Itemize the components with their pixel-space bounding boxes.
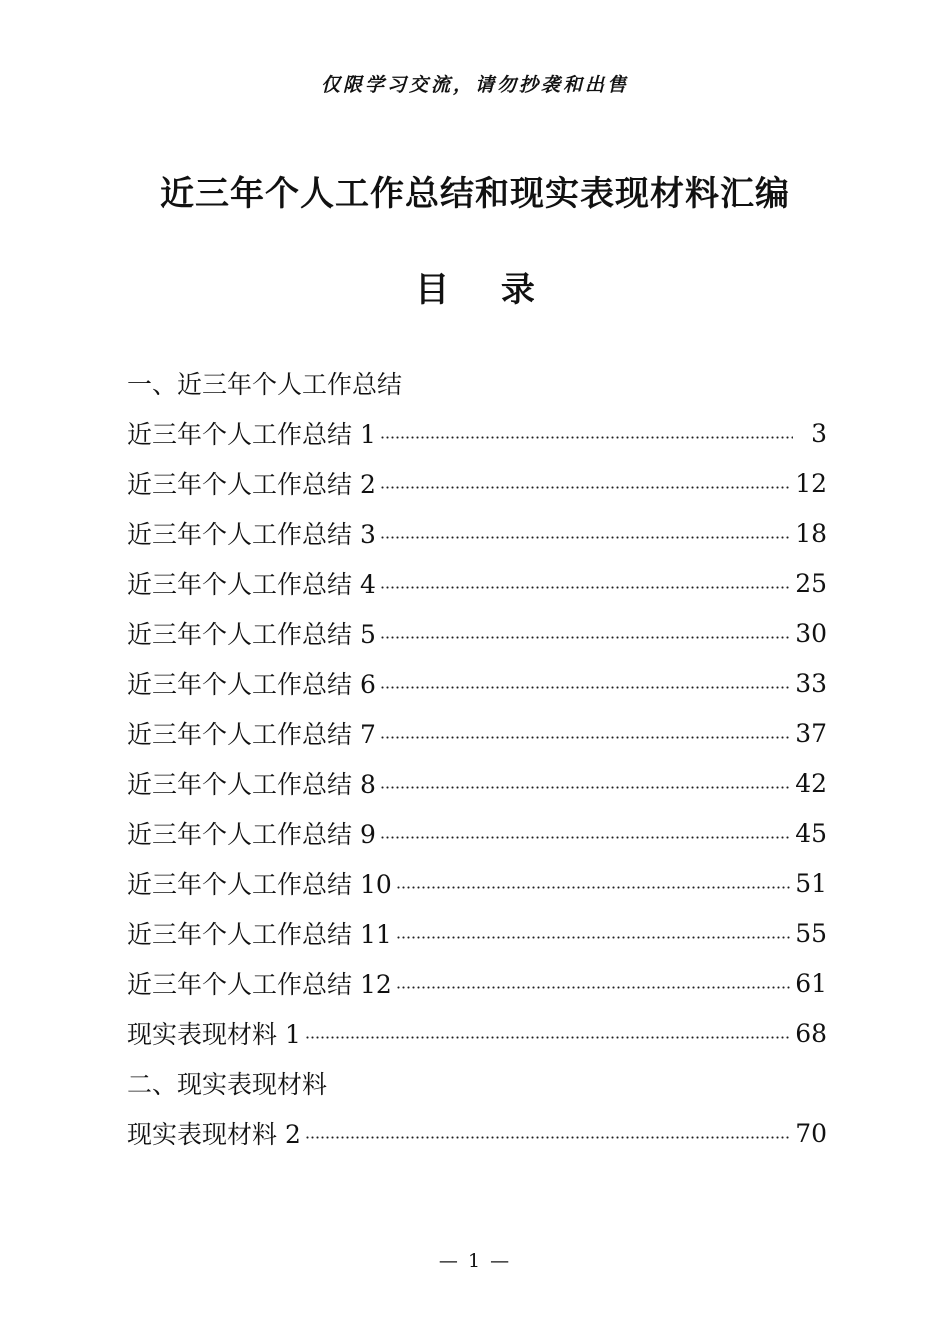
toc-entry-page: 70 — [795, 1118, 827, 1148]
page-number: — 1 — — [438, 1250, 512, 1272]
toc-heading — [0, 262, 950, 311]
toc-entry-page: 68 — [795, 1018, 827, 1048]
toc-heading-char: 录 — [500, 270, 535, 310]
toc-entry-label: 近三年个人工作总结 5 — [127, 620, 376, 649]
toc-entry[interactable] — [127, 658, 827, 708]
toc-entry-label: 一、近三年个人工作总结 — [127, 370, 403, 399]
toc-entry[interactable] — [127, 858, 827, 908]
toc-entry[interactable] — [127, 558, 827, 608]
toc-entry-label: 近三年个人工作总结 12 — [127, 970, 392, 999]
toc-entry-label: 近三年个人工作总结 4 — [127, 570, 376, 599]
table-of-contents — [127, 358, 827, 1158]
dot-leader — [380, 436, 793, 439]
dot-leader — [396, 936, 791, 939]
toc-entry-label: 现实表现材料 2 — [127, 1120, 301, 1149]
toc-entry[interactable] — [127, 758, 827, 808]
toc-section-heading — [127, 1058, 827, 1108]
toc-entry[interactable] — [127, 508, 827, 558]
toc-entry-label: 近三年个人工作总结 7 — [127, 720, 376, 749]
toc-entry-label: 近三年个人工作总结 2 — [127, 470, 376, 499]
dot-leader — [380, 536, 791, 539]
toc-entry-label: 近三年个人工作总结 9 — [127, 820, 376, 849]
toc-section-heading — [127, 358, 827, 408]
toc-entry-page: 61 — [795, 968, 827, 998]
toc-entry-label: 近三年个人工作总结 3 — [127, 520, 376, 549]
toc-entry-label: 近三年个人工作总结 10 — [127, 870, 392, 899]
dot-leader — [396, 886, 791, 889]
document-title: 近三年个人工作总结和现实表现材料汇编 — [160, 174, 790, 214]
dot-leader — [380, 486, 791, 489]
toc-entry[interactable] — [127, 908, 827, 958]
dot-leader — [380, 786, 791, 789]
dot-leader — [380, 586, 791, 589]
toc-heading-char: 目 — [415, 270, 450, 310]
dot-leader — [396, 986, 791, 989]
header-note: 仅限学习交流，请勿抄袭和出售 — [320, 74, 629, 96]
toc-entry[interactable] — [127, 958, 827, 1008]
toc-entry[interactable] — [127, 1008, 827, 1058]
toc-entry[interactable] — [127, 808, 827, 858]
toc-entry-page: 55 — [795, 918, 827, 948]
toc-entry-page: 51 — [795, 868, 827, 898]
toc-entry-page: 45 — [795, 818, 827, 848]
toc-entry-page: 42 — [795, 768, 827, 798]
toc-entry-page: 30 — [795, 618, 827, 648]
toc-entry[interactable] — [127, 708, 827, 758]
dot-leader — [380, 636, 791, 639]
toc-entry-page: 25 — [795, 568, 827, 598]
toc-entry-label: 近三年个人工作总结 8 — [127, 770, 376, 799]
dot-leader — [305, 1036, 791, 1039]
toc-entry[interactable] — [127, 458, 827, 508]
dot-leader — [380, 736, 791, 739]
toc-entry-page: 18 — [795, 518, 827, 548]
toc-entry-label: 近三年个人工作总结 11 — [127, 920, 392, 949]
toc-entry[interactable] — [127, 1108, 827, 1158]
toc-entry-page: 33 — [795, 668, 827, 698]
dot-leader — [380, 836, 791, 839]
toc-entry[interactable] — [127, 408, 827, 458]
toc-entry-label: 近三年个人工作总结 1 — [127, 420, 376, 449]
toc-entry-page: 3 — [811, 418, 827, 448]
dot-leader — [380, 686, 791, 689]
toc-entry-label: 近三年个人工作总结 6 — [127, 670, 376, 699]
toc-entry-page: 37 — [795, 718, 827, 748]
toc-entry-label: 现实表现材料 1 — [127, 1020, 301, 1049]
toc-entry-label: 二、现实表现材料 — [127, 1070, 328, 1099]
toc-entry[interactable] — [127, 608, 827, 658]
toc-entry-page: 12 — [795, 468, 827, 498]
dot-leader — [305, 1136, 791, 1139]
